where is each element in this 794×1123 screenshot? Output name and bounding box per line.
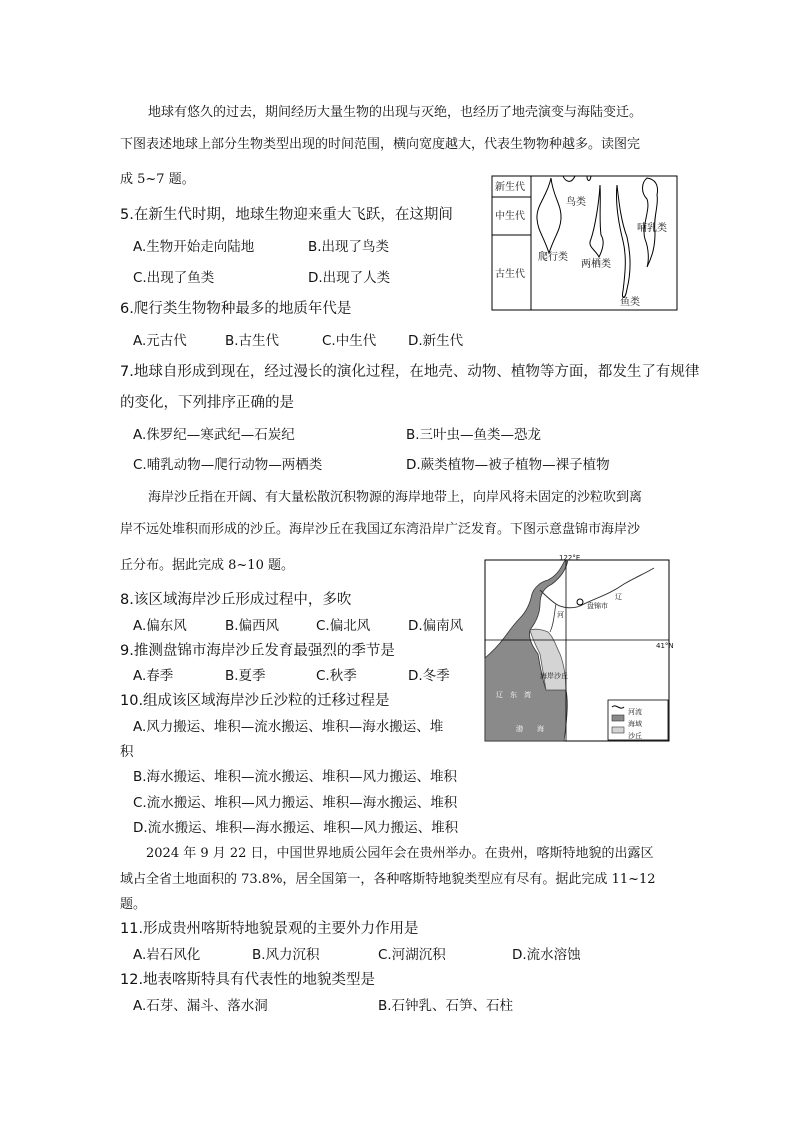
intro3-line2: 域占全省土地面积的 73.8%，居全国第一，各种喀斯特地貌类型应有尽有。据此完成 11~12: [120, 872, 656, 887]
intro1-line1: 地球有悠久的过去，期间经历大量生物的出现与灭绝，也经历了地壳演变与海陆变迁。: [148, 105, 643, 120]
map-city-label: 盘锦市: [587, 602, 608, 610]
panjin-city-marker: [577, 599, 583, 605]
q7-option-d[interactable]: D.蕨类植物—被子植物—裸子植物: [406, 457, 610, 473]
q11-option-b[interactable]: B.风力沉积: [252, 947, 320, 963]
q10-option-d[interactable]: D.流水搬运、堆积—海水搬运、堆积—风力搬运、堆积: [133, 820, 459, 836]
legend-dune-icon: [612, 727, 624, 733]
legend-sea-label: 海域: [628, 720, 642, 728]
label-fish: 鱼类: [620, 297, 640, 308]
intro1-line3: 成 5~7 题。: [120, 172, 195, 187]
q12-option-b[interactable]: B.石钟乳、石笋、石柱: [378, 998, 514, 1014]
q11-option-d[interactable]: D.流水溶蚀: [512, 947, 581, 963]
label-birds: 鸟类: [566, 197, 586, 208]
panjin-map: [484, 554, 670, 742]
map-river-label-liao: 辽: [615, 593, 622, 601]
q11-option-a[interactable]: A.岩石风化: [133, 947, 201, 963]
q9-option-a[interactable]: A.春季: [133, 668, 174, 684]
q5-option-b[interactable]: B.出现了鸟类: [308, 239, 390, 255]
era-paleozoic: 古生代: [495, 269, 525, 280]
map-latitude-label: 41°N: [656, 642, 674, 650]
q8-option-c[interactable]: C.偏北风: [316, 618, 371, 634]
map-sea-label: 渤 海: [516, 725, 544, 733]
map-gulf-label: 辽 东 湾: [496, 691, 531, 699]
q8-option-a[interactable]: A.偏东风: [133, 618, 187, 634]
map-longitude-label: 122°E: [559, 554, 581, 562]
label-mammals: 哺乳类: [637, 223, 667, 234]
q9-option-b[interactable]: B.夏季: [225, 668, 266, 684]
q6-option-d[interactable]: D.新生代: [408, 333, 464, 349]
legend-sea-icon: [612, 715, 624, 721]
q6-stem: 6.爬行类生物物种最多的地质年代是: [120, 301, 352, 317]
q11-stem: 11.形成贵州喀斯特地貌景观的主要外力作用是: [120, 921, 419, 937]
map-dune-label: 海岸沙丘: [540, 672, 568, 680]
q5-option-a[interactable]: A.生物开始走向陆地: [133, 239, 255, 255]
q6-option-b[interactable]: B.古生代: [225, 333, 280, 349]
intro3-line3: 题。: [120, 897, 147, 912]
q9-option-c[interactable]: C.秋季: [316, 668, 357, 684]
q10-option-c[interactable]: C.流水搬运、堆积—风力搬运、堆积—海水搬运、堆积: [133, 795, 458, 811]
q7-option-a[interactable]: A.侏罗纪—寒武纪—石炭纪: [133, 427, 295, 443]
q5-stem: 5.在新生代时期，地球生物迎来重大飞跃，在这期间: [120, 207, 453, 223]
q7-stem-line1: 7.地球自形成到现在，经过漫长的演化过程，在地壳、动物、植物等方面，都发生了有规律: [120, 364, 700, 380]
legend-dune-label: 沙丘: [628, 732, 642, 740]
map-river-label-he: 河: [557, 611, 564, 619]
q12-option-a[interactable]: A.石芽、漏斗、落水洞: [133, 998, 268, 1014]
intro2-line1: 海岸沙丘指在开阔、有大量松散沉积物源的海岸地带上，向岸风将未固定的沙粒吹到离: [148, 490, 643, 505]
q10-option-a-cont: 积: [120, 744, 134, 760]
label-reptiles: 爬行类: [538, 252, 568, 263]
q12-stem: 12.地表喀斯特具有代表性的地貌类型是: [120, 972, 376, 988]
q5-option-c[interactable]: C.出现了鱼类: [133, 270, 215, 286]
q5-option-d[interactable]: D.出现了人类: [308, 270, 391, 286]
q7-option-c[interactable]: C.哺乳动物—爬行动物—两栖类: [133, 457, 323, 473]
q10-option-b[interactable]: B.海水搬运、堆积—流水搬运、堆积—风力搬运、堆积: [133, 769, 458, 785]
label-amphibians: 两栖类: [581, 259, 611, 270]
intro2-line3: 丘分布。据此完成 8~10 题。: [120, 558, 294, 573]
legend-river-label: 河流: [628, 708, 642, 716]
q8-option-d[interactable]: D.偏南风: [408, 618, 464, 634]
q10-option-a[interactable]: A.风力搬运、堆积—流水搬运、堆积—海水搬运、堆: [133, 719, 444, 735]
q9-option-d[interactable]: D.冬季: [408, 668, 450, 684]
q7-option-b[interactable]: B.三叶虫—鱼类—恐龙: [406, 427, 542, 443]
q9-stem: 9.推测盘锦市海岸沙丘发育最强烈的季节是: [120, 643, 395, 659]
q8-stem: 8.该区域海岸沙丘形成过程中，多吹: [120, 592, 352, 608]
q7-stem-line2: 的变化，下列排序正确的是: [120, 395, 294, 411]
intro2-line2: 岸不远处堆积而形成的沙丘。海岸沙丘在我国辽东湾沿岸广泛发育。下图示意盘锦市海岸沙: [120, 522, 641, 537]
intro3-line1: 2024 年 9 月 22 日，中国世界地质公园年会在贵州举办。在贵州，喀斯特地貌的出露区: [146, 846, 654, 861]
q6-option-c[interactable]: C.中生代: [322, 333, 377, 349]
intro1-line2: 下图表述地球上部分生物类型出现的时间范围，横向宽度越大，代表生物物种越多。读图完: [120, 137, 641, 152]
era-cenozoic: 新生代: [495, 182, 525, 193]
q10-stem: 10.组成该区域海岸沙丘沙粒的迁移过程是: [120, 693, 390, 709]
era-mesozoic: 中生代: [495, 211, 525, 222]
q6-option-a[interactable]: A.元古代: [133, 333, 187, 349]
q8-option-b[interactable]: B.偏西风: [225, 618, 280, 634]
q11-option-c[interactable]: C.河湖沉积: [378, 947, 446, 963]
